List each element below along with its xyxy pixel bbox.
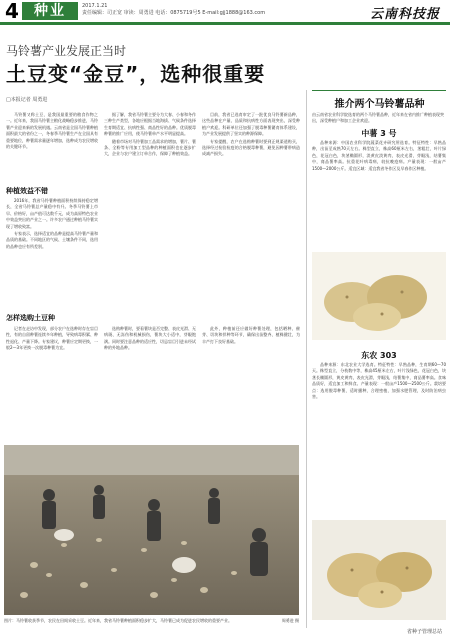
variety-2-name: 东农 303: [361, 351, 397, 360]
harvest-photo-image: [4, 445, 299, 615]
harvest-photo: [4, 445, 299, 615]
paragraph: 马铃薯又称土豆，是我国最重要的粮食作物之一。近年来，我国马铃薯主粮化战略稳步推进，马铃薯产业迎来新的发展机遇。云南省是全国马铃薯种植面积最大的省份之一，冬春季马铃薯生产在全国具有重要地位，种薯需求量逐年增加，选种成为农民增收的关键环节。: [6, 112, 98, 150]
potato-image: [312, 252, 446, 340]
sidebar-top-rule: [312, 90, 446, 91]
subhead-how-to-choose: 怎样选购土豆种: [6, 314, 55, 322]
paper-name-logo: 云南科技报: [369, 7, 440, 22]
phone-line: 电话：0875719号5: [155, 10, 201, 16]
article-column-1b: [6, 198, 98, 308]
editors-line: 责任编辑：司正宽 审读：周勇进: [82, 10, 154, 16]
photo-caption: [4, 618, 299, 624]
photo-credit: 周勇进 摄: [281, 618, 299, 623]
paragraph: 品种来源：中国农业科学院蔬菜花卉研究所选育。特征特性：早熟品种，出苗至成熟70天左右。株型直立，株高60厘米左右，茎粗壮，叶片绿色，花冠白色，块茎椭圆形，淡黄皮淡黄肉，表皮光滑，芽眼浅，结薯集中，商品薯率高。抗重花叶病毒病，较抗晚疫病。产量表现：一般亩产1500—2000公斤。适宜区域：适宜我省冬作区及早春作区种植。: [312, 140, 446, 171]
paragraph: 2016年，我省马铃薯种植面积持续保持稳定增长，全省马铃薯总产量稳中有升。冬季马铃薯上市早、价格好，亩产值可达数千元，成为高原特色农业中效益突出的产业之一。许多农户通过种植马铃薯实现了增收致富。: [6, 198, 98, 229]
variety-1-name: 中薯 3 号: [361, 129, 397, 138]
issue-date: 2017.1.21: [82, 3, 108, 9]
paragraph: 选购种薯时，要看薯块是否完整、表皮光滑、无病斑、无冻伤和机械损伤，薯块大小适中，芽眼饱满。同时要注意品种的适应性，切忌盲目引进未经试种的外地品种。: [104, 326, 196, 351]
paragraph: 据了解，我省马铃薯主要分为大春、小春和冬作三种生产类型，各地应根据当地海拔、气候条件选择生育期适宜、抗病性强、商品性好的品种。优质脱毒种薯的推广应用，使马铃薯单产水平明显提高。: [104, 112, 196, 137]
email-line: E-mail:gjj1888@163.com: [202, 10, 266, 16]
masthead-meta: [82, 3, 265, 17]
paragraph: 专家表示，选择适宜的品种是提高马铃薯产量和品质的基础。不同地区的气候、土壤条件不同，选用的品种也应有所差别。: [6, 231, 98, 249]
variety-1-text: [312, 140, 446, 250]
sidebar-intro: 由云南省农业科学院选育的两个马铃薯品种，近年来在省内推广种植表现突出，深受种植户和加工企业欢迎。: [312, 112, 444, 123]
article-column-6: [202, 326, 300, 440]
paragraph: 品种来源：东北农业大学选育。特征特性：早熟品种，生育期60—70天。株型直立，分枝数中等，株高45厘米左右，叶片浅绿色，花冠白色，块茎长椭圆形，黄皮黄肉，表皮光滑，芽眼浅，结薯集中，商品薯率高。食味品质好，适宜加工和鲜食。产量表现：一般亩产1500—2500公斤。栽培要点：选用脱毒种薯，适时播种，合理密植，加强水肥管理，及时防治病虫害。: [312, 362, 446, 400]
subhead-planting-benefit: 种植效益不错: [6, 187, 48, 195]
paragraph: 目前，我省已选育审定了一批优良马铃薯新品种，这些品种在产量、品质和抗病性方面表现突出，深受种植户欢迎。科研单位还加强了脱毒种薯繁育体系建设，为产业发展提供了坚实的种源保障。: [202, 112, 300, 137]
article-column-2: [104, 112, 196, 307]
caption-text: 图片：马铃薯收获季节，农民在田间采收土豆。近年来，我省马铃薯种植面积稳步扩大，马铃薯已成为促进农民增收的重要产业。: [4, 618, 232, 623]
article-column-4: [6, 326, 98, 440]
paragraph: 专家提醒，农户在选购种薯时要到正规渠道购买，选择经过检验检疫的合格脱毒种薯，避免因种薯带病造成减产损失。: [202, 138, 300, 157]
footer-source-logo: 省种子管理总站: [406, 629, 442, 635]
column-divider: [306, 90, 307, 628]
variety-1-photo: [312, 252, 446, 340]
masthead-contact: [82, 10, 265, 17]
article-byline: □本报记者 周勇进: [6, 97, 48, 103]
potato-image: [312, 520, 446, 620]
article-column-5: [104, 326, 196, 440]
article-kicker: 马铃薯产业发展正当时: [6, 44, 127, 58]
section-tab: 种业: [22, 2, 78, 20]
paragraph: 此外，种植前还应做好种薯处理，包括晒种、催芽、切块和拌种等环节，确保出苗整齐、植株健壮，为丰产打下良好基础。: [202, 326, 300, 344]
page-number: 4: [5, 0, 19, 23]
paragraph: 随着市场对马铃薯加工品需求的增加，薯片、薯条、全粉等专用加工型品种的种植面积也在逐步扩大，企业与农户建立订单合作，保障了种植效益。: [104, 138, 196, 157]
variety-2-text: [312, 362, 446, 512]
sidebar-title: 推介两个马铃薯品种: [334, 99, 425, 110]
paragraph: 记者在走访中发现，部分农户在选种时存在盲目性，有的自留种薯连续多年种植，导致病毒积累、种性退化、产量下降。专家建议，种薯应定期更换，一般2—3年更换一次脱毒种薯为宜。: [6, 326, 98, 351]
article-column-3: [202, 112, 300, 307]
variety-2-photo: [312, 520, 446, 620]
masthead: [0, 0, 450, 25]
article-headline: 土豆变“金豆”，选种很重要: [6, 62, 266, 86]
